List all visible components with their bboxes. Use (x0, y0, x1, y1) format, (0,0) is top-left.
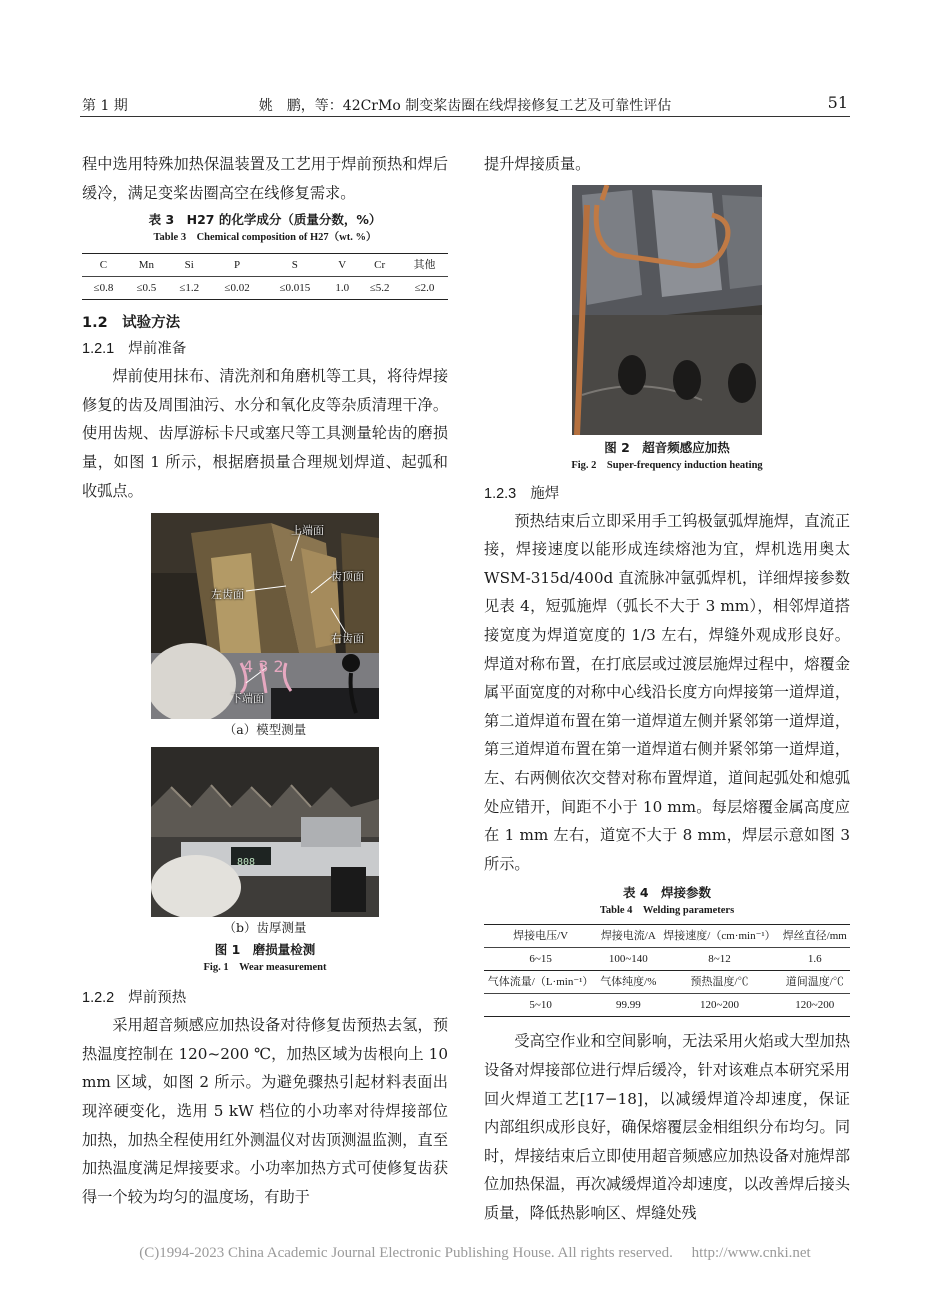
intro-paragraph: 程中选用特殊加热保温装置及工艺用于焊前预热和焊后缓冷，满足变桨齿圈高空在线修复需求。 (82, 155, 448, 202)
table4-cell: 120~200 (659, 994, 779, 1017)
table3 (82, 253, 448, 300)
figure-2-caption (484, 439, 850, 475)
left-column (82, 150, 448, 1211)
table4-cell: 8~12 (659, 948, 779, 971)
running-header (80, 93, 850, 117)
label-left-face: 左齿面 (211, 588, 244, 602)
subsection-number: 1.2.1 (82, 341, 115, 358)
table3-header: Si (168, 254, 211, 277)
table4-cell: 6~15 (484, 948, 597, 971)
table4-caption-en: Table 4 Welding parameters (599, 905, 735, 917)
label-upper-face: 上端面 (291, 524, 324, 538)
subsection-heading-1-2-1 (82, 336, 448, 362)
table3-cell: ≤0.8 (82, 277, 125, 300)
figure-1a-image (151, 513, 379, 719)
continuation-text: 提升焊接质量。 (484, 155, 591, 173)
table3-header: 其他 (401, 254, 448, 277)
paragraph-1-2-2: 采用超音频感应加热设备对待修复齿预热去氢，预热温度控制在 120~200 ℃，加热区域为齿根向上 10 mm 区域，如图 2 所示。为避免骤热引起材料表面出现淬硬变化，选用 5 kW 档位的小功率对待焊接部位加热，加热全程使用红外测温仪对齿顶测温监测，直至加热温度满足焊接要求。小功率加热方式可使修复齿获得一个较为均匀的温度场，有助于 (82, 1016, 448, 1206)
table4-header: 焊接电压/V (484, 925, 597, 948)
table4-cell: 5~10 (484, 994, 597, 1017)
figure-1-caption-cn: 图 1 磨损量检测 (214, 942, 316, 958)
table4-header: 预热温度/℃ (659, 971, 779, 994)
table4-value-row-2 (484, 994, 850, 1017)
page-number: 51 (827, 93, 848, 112)
table4-header-row-1 (484, 925, 850, 948)
figure-1a-photo (151, 513, 379, 719)
table4-caption-cn: 表 4 焊接参数 (622, 885, 712, 901)
table4-header: 气体流量/（L·min⁻¹） (484, 971, 597, 994)
figure-1-caption (82, 941, 448, 977)
table4-header: 焊接电流/A (597, 925, 659, 948)
table3-header: Cr (358, 254, 401, 277)
subsection-title: 焊前准备 (128, 341, 187, 358)
table3-caption-cn: 表 3 H27 的化学成分（质量分数，%） (148, 212, 382, 228)
table4-cell: 99.99 (597, 994, 659, 1017)
figure-2-caption-cn: 图 2 超音频感应加热 (604, 439, 730, 455)
chalk-marks: 4 3 2 (243, 657, 284, 677)
table4-cell: 120~200 (780, 994, 850, 1017)
table4-cell: 100~140 (597, 948, 659, 971)
right-column (484, 150, 850, 1227)
label-right-face: 右齿面 (331, 632, 364, 646)
table3-cell: ≤0.02 (211, 277, 264, 300)
table4-header: 焊接速度/（cm·min⁻¹） (659, 925, 779, 948)
paragraph-1-2-1: 焊前使用抹布、清洗剂和角磨机等工具，将待焊接修复的齿及周围油污、水分和氧化皮等杂质清理干净。使用齿规、齿厚游标卡尺或塞尺等工具测量轮齿的磨损量，如图 1 所示，根据磨损量合理规划焊道、起弧和收弧点。 (82, 367, 448, 500)
subsection-title: 施焊 (530, 485, 560, 502)
table4-cell: 1.6 (780, 948, 850, 971)
table3-caption-en: Table 3 Chemical composition of H27（wt. %） (153, 232, 377, 244)
figure-1b-photo (151, 747, 379, 917)
table4 (484, 924, 850, 1017)
table4-header: 焊丝直径/mm (780, 925, 850, 948)
table3-header-row (82, 254, 448, 277)
table3-caption (82, 211, 448, 247)
subsection-number: 1.2.2 (82, 990, 115, 1007)
table4-header: 气体纯度/% (597, 971, 659, 994)
table3-value-row (82, 277, 448, 300)
section-heading-1-2: 1.2 试验方法 (82, 315, 181, 332)
table3-cell: ≤1.2 (168, 277, 211, 300)
figure-2-photo (572, 185, 762, 435)
subsection-number: 1.2.3 (484, 485, 517, 502)
label-top-land: 齿顶面 (331, 570, 364, 584)
table3-header: P (211, 254, 264, 277)
copyright-footer: (C)1994-2023 China Academic Journal Electronic Publishing House. All rights reserved. http://www.cnki.net (139, 1245, 811, 1261)
table3-header: V (326, 254, 358, 277)
subsection-heading-1-2-2 (82, 985, 448, 1011)
figure-1-caption-en: Fig. 1 Wear measurement (203, 962, 327, 974)
subsection-heading-1-2-3 (484, 481, 850, 507)
table3-cell: ≤5.2 (358, 277, 401, 300)
table4-header: 道间温度/℃ (780, 971, 850, 994)
table3-header: C (82, 254, 125, 277)
figure-2-caption-en: Fig. 2 Super-frequency induction heating (571, 459, 763, 471)
table3-cell: ≤2.0 (401, 277, 448, 300)
subsection-title: 焊前预热 (128, 990, 187, 1007)
figure-2-image (572, 185, 762, 435)
figure-1b-caption: （b）齿厚测量 (223, 920, 307, 936)
table4-header-row-2 (484, 971, 850, 994)
table3-cell: ≤0.015 (263, 277, 326, 300)
label-lower-face: 下端面 (231, 692, 264, 706)
table3-header: S (263, 254, 326, 277)
table4-value-row-1 (484, 948, 850, 971)
paragraph-1-2-3: 预热结束后立即采用手工钨极氩弧焊施焊，直流正接，焊接速度以能形成连续熔池为宜，焊机选用奥太 WSM-315d/400d 直流脉冲氩弧焊机，详细焊接参数见表 4，短弧施焊（弧长不大于 3 mm），相邻焊道搭接宽度为焊道宽度的 1/3 左右，焊缝外观成形良好。焊道对称布置，在打底层或过渡层施焊过程中，熔覆金属平面宽度的对称中心线沿长度方向焊接第一道焊道，第二道焊道布置在第一道焊道左侧并紧邻第一道焊道，第三道焊道布置在第一道焊道右侧并紧邻第一道焊道，左、右两侧依次交替对称布置焊道，道间起弧处和熄弧处应错开，间距不小于 10 mm。每层熔覆金属高度应在 1 mm 左右，道宽不大于 8 mm，焊层示意如图 3 所示。 (484, 511, 850, 873)
table3-header: Mn (125, 254, 168, 277)
issue-label: 第 1 期 (82, 98, 128, 114)
table4-caption (484, 884, 850, 920)
figure-1a-caption: （a）模型测量 (223, 722, 307, 738)
table3-cell: 1.0 (326, 277, 358, 300)
table3-cell: ≤0.5 (125, 277, 168, 300)
paragraph-post-weld: 受高空作业和空间影响，无法采用火焰或大型加热设备对焊接部位进行焊后缓冷，针对该难点本研究采用回火焊道工艺[17−18]，以减缓焊道冷却速度，保证内部组织成形良好，确保熔覆层金相组织分布均匀。同时，焊接结束后立即使用超音频感应加热设备对施焊部位加热保温，再次减缓焊道冷却速度，以改善焊后接头质量，降低热影响区、焊缝处残 (484, 1032, 850, 1222)
caliper-display: 808 (237, 857, 256, 869)
article-title: 姚 鹏，等：42CrMo 制变桨齿圈在线焊接修复工艺及可靠性评估 (258, 98, 672, 114)
figure-1b-image (151, 747, 379, 917)
